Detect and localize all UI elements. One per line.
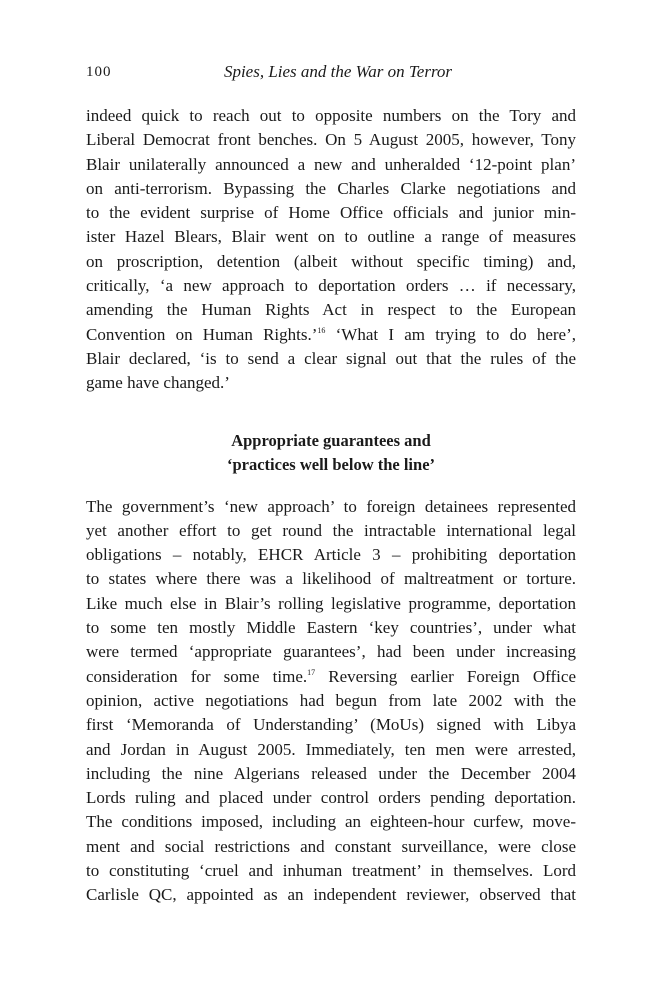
text-line: critically, ‘a new approach to deportation orders … if necessary, <box>86 276 576 296</box>
book-page <box>86 58 576 908</box>
text-segment: Reversing earlier Foreign Office <box>315 666 576 686</box>
text-segment: Convention on Human Rights.’ <box>86 324 318 344</box>
text-line: Lords ruling and placed under control orders pending deportation. <box>86 788 576 808</box>
text-line: including the nine Algerians released under the December 2004 <box>86 763 576 783</box>
text-line: Carlisle QC, appointed as an independent reviewer, observed that <box>86 885 576 905</box>
running-header <box>86 58 576 90</box>
text-segment: ‘What I am trying to do here’, <box>325 324 576 344</box>
text-line: yet another effort to get round the intractable international legal <box>86 520 576 540</box>
paragraph-1 <box>86 104 576 396</box>
text-line: game have changed.’ <box>86 373 230 393</box>
page-number: 100 <box>86 64 112 80</box>
text-line: to some ten mostly Middle Eastern ‘key countries’, under what <box>86 618 576 638</box>
text-line: ister Hazel Blears, Blair went on to outline a range of measures <box>86 227 576 247</box>
text-line: on proscription, detention (albeit without specific timing) and, <box>86 251 576 271</box>
text-line: Blair declared, ‘is to send a clear signal out that the rules of the <box>86 348 576 368</box>
text-line <box>86 665 576 689</box>
text-line <box>86 323 576 347</box>
text-line: amending the Human Rights Act in respect to the European <box>86 300 576 320</box>
text-line: Like much else in Blair’s rolling legislative programme, deportation <box>86 593 576 613</box>
section-heading-line-2: ‘practices well below the line’ <box>226 454 436 474</box>
text-line: on anti-terrorism. Bypassing the Charles Clarke negotiations and <box>86 178 576 198</box>
footnote-ref-16: 16 <box>317 325 326 335</box>
paragraph-2 <box>86 495 576 908</box>
text-line: The conditions imposed, including an eighteen-hour curfew, move- <box>86 812 576 832</box>
section-heading-line-1: Appropriate guarantees and <box>231 430 431 450</box>
text-line: and Jordan in August 2005. Immediately, ten men were arrested, <box>86 739 576 759</box>
text-line: obligations – notably, EHCR Article 3 – prohibiting deportation <box>86 545 576 565</box>
text-line: indeed quick to reach out to opposite numbers on the Tory and <box>86 106 576 125</box>
text-segment: consideration for some time. <box>86 666 308 686</box>
text-line: were termed ‘appropriate guarantees’, had been under increasing <box>86 642 576 662</box>
text-line: to the evident surprise of Home Office officials and junior min- <box>86 203 576 223</box>
text-line: ment and social restrictions and constant surveillance, were close <box>86 836 576 856</box>
footnote-ref-17: 17 <box>307 667 316 677</box>
section-heading <box>86 429 576 477</box>
text-line: to constituting ‘cruel and inhuman treatment’ in themselves. Lord <box>86 861 576 881</box>
text-line: Liberal Democrat front benches. On 5 August 2005, however, Tony <box>86 130 576 150</box>
text-line: Blair unilaterally announced a new and unheralded ‘12-point plan’ <box>86 154 576 174</box>
running-title: Spies, Lies and the War on Terror <box>223 62 453 81</box>
text-line: The government’s ‘new approach’ to foreign detainees represented <box>86 496 576 516</box>
text-line: first ‘Memoranda of Understanding’ (MoUs) signed with Libya <box>86 715 576 735</box>
text-line: to states where there was a likelihood of maltreatment or torture. <box>86 569 576 589</box>
text-line: opinion, active negotiations had begun from late 2002 with the <box>86 690 576 710</box>
